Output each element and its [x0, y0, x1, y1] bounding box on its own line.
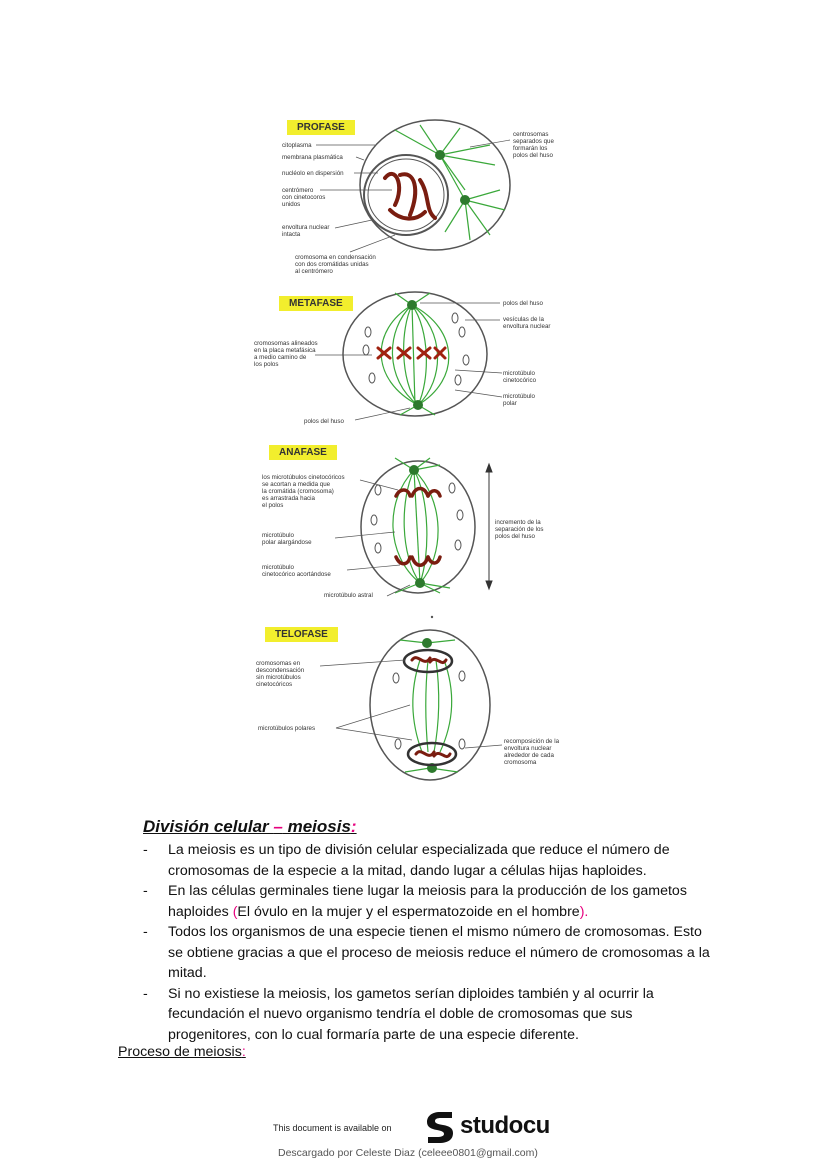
- anafase-label-cineto: microtúbulo cinetocórico acortándose: [262, 564, 331, 578]
- metafase-label-polos-bottom: polos del huso: [304, 418, 344, 425]
- profase-label-centrosomas: centrosomas separados que formarán los polos del huso: [513, 131, 554, 159]
- anafase-label-polar: microtúbulo polar alargándose: [262, 532, 312, 546]
- metafase-label-alineados: cromosomas alineados en la placa metafásica a medio camino de los polos: [254, 340, 318, 368]
- profase-label-centromero: centrómero con cinetocoros unidos: [282, 187, 326, 208]
- profase-label-nucleolo: nucléolo en dispersión: [282, 170, 344, 177]
- studocu-logo-icon[interactable]: [424, 1110, 456, 1144]
- profase-title: PROFASE: [287, 120, 355, 135]
- footer-downloaded-text: Descargado por Celeste Diaz (celeee0801@gmail.com): [278, 1147, 538, 1159]
- profase-label-envoltura: envoltura nuclear intacta: [282, 224, 330, 238]
- proceso-heading: [118, 1044, 246, 1060]
- telofase-label-polares: microtúbulos polares: [258, 725, 316, 732]
- metafase-label-vesiculas: vesículas de la envoltura nuclear: [503, 316, 551, 330]
- section-title: [143, 817, 357, 837]
- metafase-title: METAFASE: [279, 296, 353, 311]
- bullet2-text: En las células germinales tiene lugar la meiosis para la producción de los gametos haploides: [168, 883, 687, 920]
- list-item: - La meiosis es un tipo de división celular especializada que reduce el número de cromosomas de la especie a la mitad, dando lugar a células hijas haploides.: [143, 840, 713, 881]
- list-item: [143, 881, 713, 922]
- list-item: - Si no existiese la meiosis, los gametos serían diploides también y al ocurrir la fecundación el nuevo organismo tendría el doble de cromosomas que sus progenitores, con lo cual formaría parte de una especie diferente.: [143, 984, 713, 1046]
- footer-available-text: This document is available on: [273, 1123, 392, 1133]
- metafase-label-micro-cineto: microtúbulo cinetocórico: [503, 370, 537, 384]
- bullet2-paren-close: ).: [579, 903, 589, 920]
- profase-label-membrana: membrana plasmática: [282, 154, 343, 161]
- bullet2-paren-open: (: [232, 903, 238, 920]
- metafase-label-polos-top: polos del huso: [503, 300, 543, 307]
- section-title-colon: :: [350, 817, 357, 836]
- studocu-brand-link[interactable]: studocu: [460, 1112, 550, 1139]
- telofase-title: TELOFASE: [265, 627, 338, 642]
- telofase-label-recomp: recomposición de la envoltura nuclear alrededor de cada cromosoma: [504, 738, 560, 766]
- profase-label-citoplasma: citoplasma: [282, 142, 312, 149]
- section-title-part2: meiosis: [282, 817, 351, 836]
- bullet2-example: El óvulo en la mujer y el espermatozoide en el hombre: [237, 903, 580, 920]
- proceso-colon: :: [241, 1044, 246, 1060]
- anafase-title: ANAFASE: [269, 445, 337, 460]
- proceso-text: Proceso de meiosis: [118, 1044, 242, 1060]
- anafase-label-incremento: incremento de la separación de los polos del huso: [495, 519, 544, 540]
- profase-label-cromosoma: cromosoma en condensación con dos cromátidas unidas al centrómero: [295, 254, 376, 275]
- meiosis-bullet-list: [143, 840, 713, 1045]
- telofase-label-descond: cromosomas en descondensación sin microtúbulos cinetocóricos: [256, 660, 305, 688]
- section-title-dash: –: [273, 817, 283, 836]
- anafase-label-acortan: los microtúbulos cinetocóricos se acortan a medida que la cromátida (cromosoma) es arrastrada hacia el polos: [262, 474, 345, 509]
- anafase-label-astral: microtúbulo astral: [324, 592, 373, 599]
- section-title-part1: División celular: [143, 817, 274, 836]
- metafase-label-micro-polar: microtúbulo polar: [503, 393, 535, 407]
- list-item: - Todos los organismos de una especie tienen el mismo número de cromosomas. Esto se obtiene gracias a que el proceso de meiosis reduce el número de cromosomas a la mitad.: [143, 922, 713, 984]
